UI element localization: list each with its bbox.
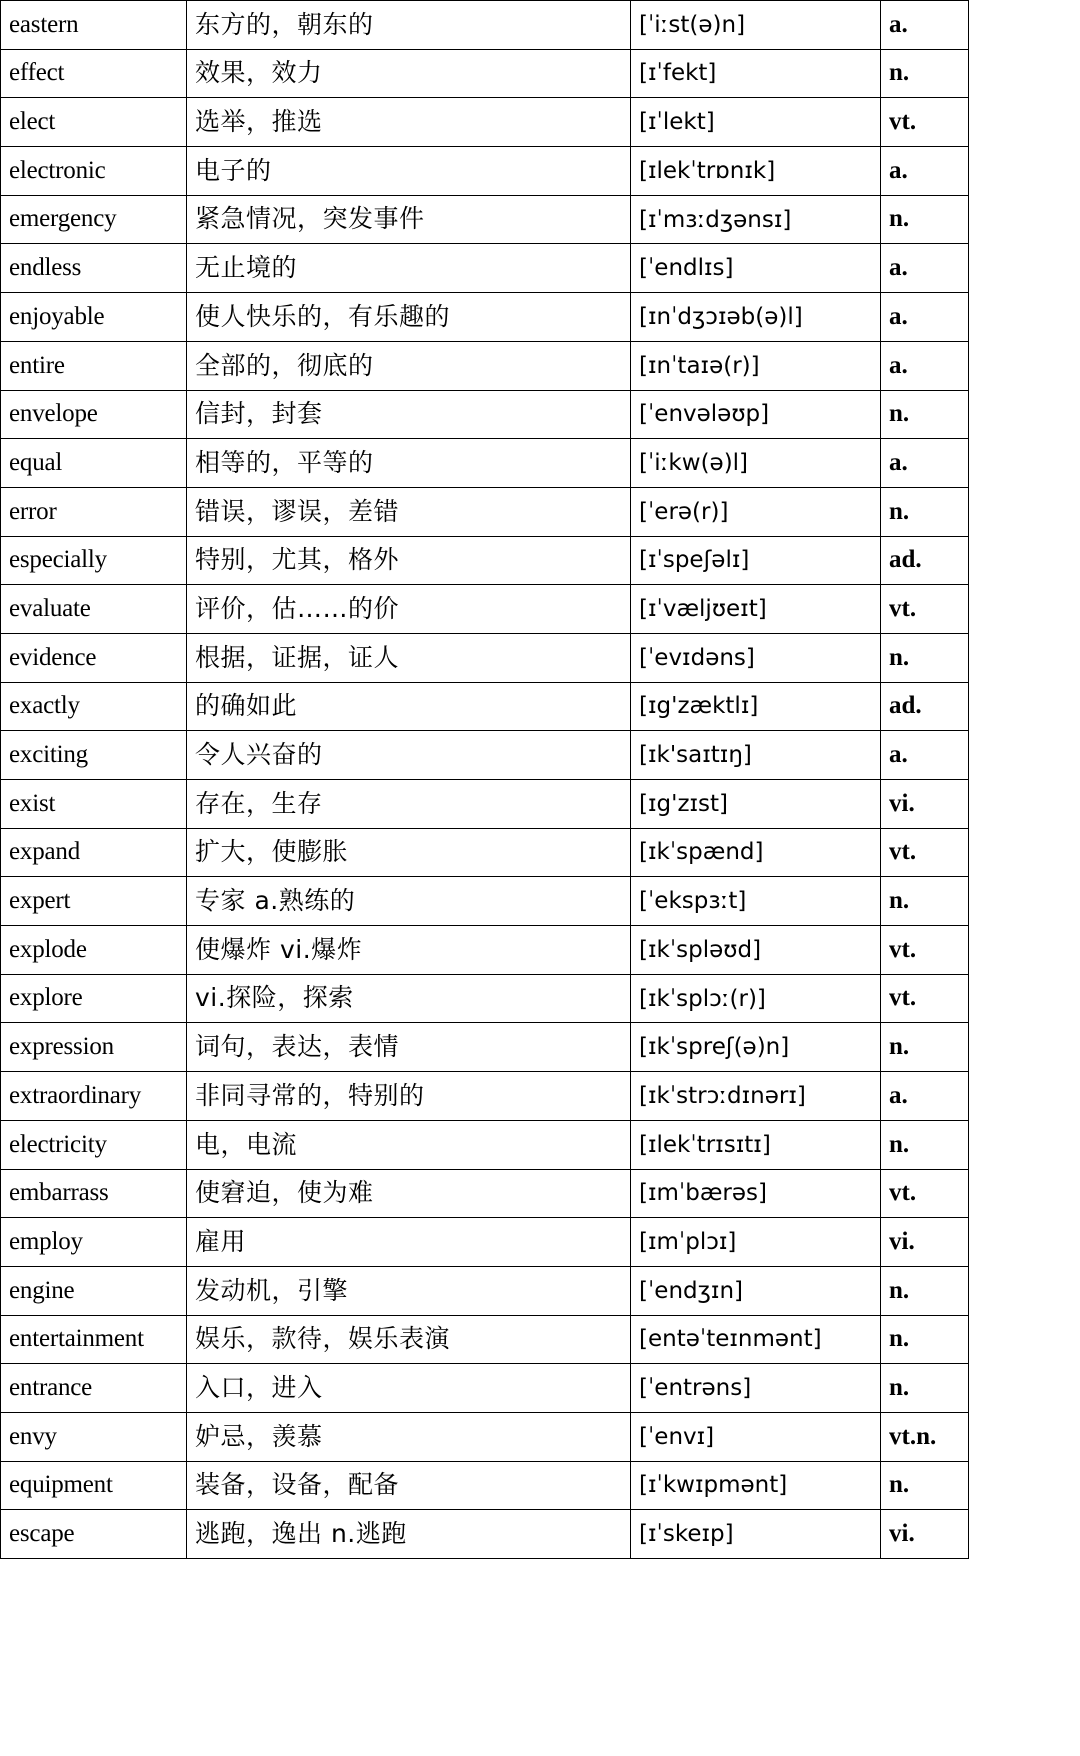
part-of-speech-cell: n. <box>881 1266 969 1315</box>
word-cell: entertainment <box>1 1315 187 1364</box>
meaning-cell: 错误，谬误，差错 <box>187 487 631 536</box>
meaning-cell: vi.探险，探索 <box>187 974 631 1023</box>
meaning-cell: 雇用 <box>187 1218 631 1267</box>
table-row <box>1 293 969 342</box>
meaning-cell: 妒忌，羡慕 <box>187 1412 631 1461</box>
meaning-cell: 评价，估……的价 <box>187 585 631 634</box>
table-row <box>1 1510 969 1559</box>
part-of-speech-cell: a. <box>881 731 969 780</box>
phonetic-cell: [ˈentrəns] <box>631 1364 881 1413</box>
part-of-speech-cell: n. <box>881 1461 969 1510</box>
table-row <box>1 828 969 877</box>
table-row <box>1 1364 969 1413</box>
part-of-speech-cell: vi. <box>881 1218 969 1267</box>
meaning-cell: 紧急情况，突发事件 <box>187 195 631 244</box>
meaning-cell: 电子的 <box>187 147 631 196</box>
part-of-speech-cell: n. <box>881 1120 969 1169</box>
table-row <box>1 1 969 50</box>
meaning-cell: 发动机，引擎 <box>187 1266 631 1315</box>
vocabulary-table-body <box>1 1 969 1559</box>
part-of-speech-cell: n. <box>881 195 969 244</box>
table-row <box>1 877 969 926</box>
part-of-speech-cell: a. <box>881 293 969 342</box>
phonetic-cell: [ɪmˈbærəs] <box>631 1169 881 1218</box>
phonetic-cell: [ɪnˈdʒɔɪəb(ə)l] <box>631 293 881 342</box>
table-row <box>1 682 969 731</box>
meaning-cell: 电，电流 <box>187 1120 631 1169</box>
phonetic-cell: [ˈevɪdəns] <box>631 633 881 682</box>
meaning-cell: 入口，进入 <box>187 1364 631 1413</box>
part-of-speech-cell: n. <box>881 390 969 439</box>
table-row <box>1 585 969 634</box>
phonetic-cell: [ɪlekˈtrɪsɪtɪ] <box>631 1120 881 1169</box>
phonetic-cell: [entəˈteɪnmənt] <box>631 1315 881 1364</box>
table-row <box>1 536 969 585</box>
phonetic-cell: [ɪˈskeɪp] <box>631 1510 881 1559</box>
word-cell: endless <box>1 244 187 293</box>
meaning-cell: 存在，生存 <box>187 780 631 829</box>
phonetic-cell: [ˈekspɜːt] <box>631 877 881 926</box>
word-cell: envy <box>1 1412 187 1461</box>
phonetic-cell: [ˈenvələʊp] <box>631 390 881 439</box>
phonetic-cell: [ɪnˈtaɪə(r)] <box>631 341 881 390</box>
phonetic-cell: [ɪkˈspləʊd] <box>631 926 881 975</box>
phonetic-cell: [ɪˈmɜːdʒənsɪ] <box>631 195 881 244</box>
part-of-speech-cell: a. <box>881 244 969 293</box>
table-row <box>1 1072 969 1121</box>
phonetic-cell: [ˈendlɪs] <box>631 244 881 293</box>
word-cell: employ <box>1 1218 187 1267</box>
table-row <box>1 1169 969 1218</box>
word-cell: enjoyable <box>1 293 187 342</box>
meaning-cell: 词句，表达，表情 <box>187 1023 631 1072</box>
word-cell: evidence <box>1 633 187 682</box>
word-cell: embarrass <box>1 1169 187 1218</box>
table-row <box>1 487 969 536</box>
part-of-speech-cell: vi. <box>881 1510 969 1559</box>
word-cell: envelope <box>1 390 187 439</box>
part-of-speech-cell: vt. <box>881 926 969 975</box>
phonetic-cell: [ɪkˈspænd] <box>631 828 881 877</box>
table-row <box>1 390 969 439</box>
word-cell: expert <box>1 877 187 926</box>
meaning-cell: 根据，证据，证人 <box>187 633 631 682</box>
phonetic-cell: [ɪg'zæktlɪ] <box>631 682 881 731</box>
meaning-cell: 令人兴奋的 <box>187 731 631 780</box>
phonetic-cell: [ˈerə(r)] <box>631 487 881 536</box>
word-cell: especially <box>1 536 187 585</box>
word-cell: entrance <box>1 1364 187 1413</box>
phonetic-cell: [ɪg'zɪst] <box>631 780 881 829</box>
word-cell: evaluate <box>1 585 187 634</box>
part-of-speech-cell: vt.n. <box>881 1412 969 1461</box>
meaning-cell: 的确如此 <box>187 682 631 731</box>
part-of-speech-cell: a. <box>881 1072 969 1121</box>
part-of-speech-cell: a. <box>881 341 969 390</box>
meaning-cell: 东方的，朝东的 <box>187 1 631 50</box>
table-row <box>1 1023 969 1072</box>
table-row <box>1 244 969 293</box>
part-of-speech-cell: n. <box>881 633 969 682</box>
word-cell: explode <box>1 926 187 975</box>
word-cell: expand <box>1 828 187 877</box>
word-cell: emergency <box>1 195 187 244</box>
part-of-speech-cell: a. <box>881 439 969 488</box>
word-cell: equal <box>1 439 187 488</box>
table-row <box>1 633 969 682</box>
phonetic-cell: [ˈiːkw(ə)l] <box>631 439 881 488</box>
meaning-cell: 相等的，平等的 <box>187 439 631 488</box>
table-row <box>1 98 969 147</box>
word-cell: effect <box>1 49 187 98</box>
meaning-cell: 无止境的 <box>187 244 631 293</box>
part-of-speech-cell: n. <box>881 1364 969 1413</box>
part-of-speech-cell: vt. <box>881 974 969 1023</box>
phonetic-cell: [ɪˈlekt] <box>631 98 881 147</box>
meaning-cell: 信封，封套 <box>187 390 631 439</box>
part-of-speech-cell: n. <box>881 1315 969 1364</box>
word-cell: explore <box>1 974 187 1023</box>
phonetic-cell: [ɪkˈsplɔː(r)] <box>631 974 881 1023</box>
phonetic-cell: [ˈiːst(ə)n] <box>631 1 881 50</box>
phonetic-cell: [ɪkˈstrɔːdɪnərɪ] <box>631 1072 881 1121</box>
phonetic-cell: [ɪˈvæljʊeɪt] <box>631 585 881 634</box>
meaning-cell: 全部的，彻底的 <box>187 341 631 390</box>
table-row <box>1 1266 969 1315</box>
meaning-cell: 特别，尤其，格外 <box>187 536 631 585</box>
word-cell: elect <box>1 98 187 147</box>
table-row <box>1 1218 969 1267</box>
word-cell: exciting <box>1 731 187 780</box>
phonetic-cell: [ˈenvɪ] <box>631 1412 881 1461</box>
word-cell: expression <box>1 1023 187 1072</box>
meaning-cell: 选举，推选 <box>187 98 631 147</box>
meaning-cell: 扩大，使膨胀 <box>187 828 631 877</box>
part-of-speech-cell: a. <box>881 147 969 196</box>
part-of-speech-cell: n. <box>881 877 969 926</box>
table-row <box>1 1461 969 1510</box>
phonetic-cell: [ˈendʒɪn] <box>631 1266 881 1315</box>
word-cell: extraordinary <box>1 1072 187 1121</box>
word-cell: equipment <box>1 1461 187 1510</box>
meaning-cell: 使人快乐的，有乐趣的 <box>187 293 631 342</box>
table-row <box>1 195 969 244</box>
table-row <box>1 926 969 975</box>
phonetic-cell: [ɪˈkwɪpmənt] <box>631 1461 881 1510</box>
table-row <box>1 341 969 390</box>
part-of-speech-cell: ad. <box>881 682 969 731</box>
meaning-cell: 逃跑，逸出 n.逃跑 <box>187 1510 631 1559</box>
phonetic-cell: [ɪˈspeʃəlɪ] <box>631 536 881 585</box>
table-row <box>1 439 969 488</box>
meaning-cell: 装备，设备，配备 <box>187 1461 631 1510</box>
word-cell: eastern <box>1 1 187 50</box>
phonetic-cell: [ɪlekˈtrɒnɪk] <box>631 147 881 196</box>
word-cell: entire <box>1 341 187 390</box>
meaning-cell: 使窘迫，使为难 <box>187 1169 631 1218</box>
table-row <box>1 49 969 98</box>
part-of-speech-cell: vt. <box>881 585 969 634</box>
table-row <box>1 1120 969 1169</box>
word-cell: engine <box>1 1266 187 1315</box>
table-row <box>1 974 969 1023</box>
part-of-speech-cell: ad. <box>881 536 969 585</box>
part-of-speech-cell: vt. <box>881 98 969 147</box>
word-cell: electricity <box>1 1120 187 1169</box>
word-cell: exactly <box>1 682 187 731</box>
table-row <box>1 147 969 196</box>
part-of-speech-cell: n. <box>881 49 969 98</box>
phonetic-cell: [ɪkˈspreʃ(ə)n] <box>631 1023 881 1072</box>
part-of-speech-cell: n. <box>881 487 969 536</box>
part-of-speech-cell: vt. <box>881 1169 969 1218</box>
meaning-cell: 效果，效力 <box>187 49 631 98</box>
meaning-cell: 非同寻常的，特别的 <box>187 1072 631 1121</box>
table-row <box>1 1412 969 1461</box>
phonetic-cell: [ɪmˈplɔɪ] <box>631 1218 881 1267</box>
phonetic-cell: [ɪˈfekt] <box>631 49 881 98</box>
word-cell: escape <box>1 1510 187 1559</box>
part-of-speech-cell: vt. <box>881 828 969 877</box>
word-cell: electronic <box>1 147 187 196</box>
word-cell: exist <box>1 780 187 829</box>
meaning-cell: 专家 a.熟练的 <box>187 877 631 926</box>
table-row <box>1 1315 969 1364</box>
meaning-cell: 使爆炸 vi.爆炸 <box>187 926 631 975</box>
phonetic-cell: [ɪk'saɪtɪŋ] <box>631 731 881 780</box>
part-of-speech-cell: a. <box>881 1 969 50</box>
word-cell: error <box>1 487 187 536</box>
table-row <box>1 731 969 780</box>
part-of-speech-cell: n. <box>881 1023 969 1072</box>
meaning-cell: 娱乐，款待，娱乐表演 <box>187 1315 631 1364</box>
part-of-speech-cell: vi. <box>881 780 969 829</box>
table-row <box>1 780 969 829</box>
